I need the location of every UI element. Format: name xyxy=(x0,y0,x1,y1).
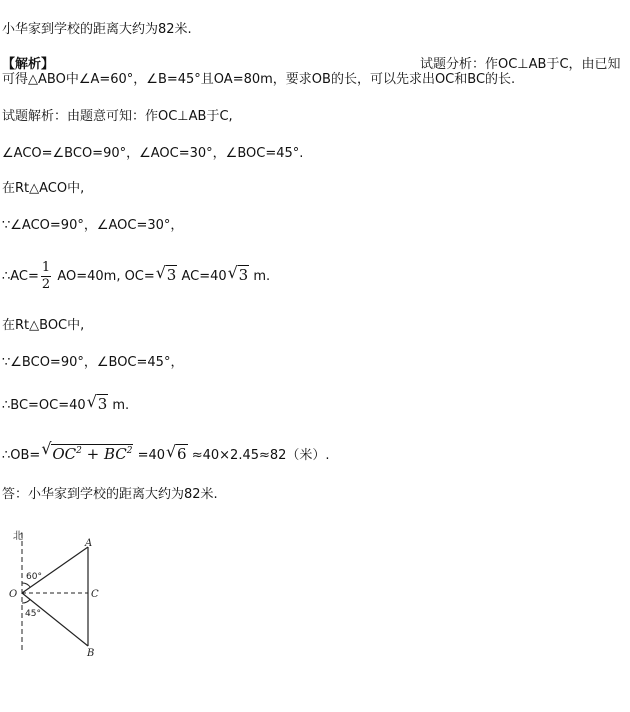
rt-boc-heading: 在Rt△BOC中, xyxy=(2,318,85,333)
sqrt-3-c: √ 3 xyxy=(87,396,109,414)
label-b: B xyxy=(87,648,95,659)
therefore-ob-line xyxy=(2,443,330,464)
segment-oa xyxy=(22,547,88,593)
because-line-2: ∵∠BCO=90°，∠BOC=45°， xyxy=(2,355,184,370)
rt-aco-heading: 在Rt△ACO中, xyxy=(2,181,85,196)
label-o: O xyxy=(9,589,18,600)
solution-intro: 试题解析：由题意可知：作OC⊥AB于C, xyxy=(2,109,233,124)
angle-45-label: 45° xyxy=(25,609,41,619)
answer-top: 小华家到学校的距离大约为82米. xyxy=(2,22,192,37)
sqrt-oc2-bc2: √ $OC^2 + BC^2$ xyxy=(41,443,133,464)
analysis-right: 试题分析：作OC⊥AB于C，由已知 xyxy=(420,57,621,72)
final-answer: 答：小华家到学校的距离大约为82米. xyxy=(2,487,218,502)
segment-ob xyxy=(22,593,88,646)
angle-60-label: 60° xyxy=(26,572,42,582)
because-line-1: ∵∠ACO=90°，∠AOC=30°， xyxy=(2,218,184,233)
ac-mid2: AC=40 xyxy=(177,269,227,284)
label-a: A xyxy=(85,538,93,549)
sqrt-3-b: √ 3 xyxy=(228,258,250,294)
angles-line: ∠ACO=∠BCO=90°，∠AOC=30°，∠BOC=45°. xyxy=(2,146,304,161)
therefore-bc-line xyxy=(2,396,129,414)
ob-prefix: ∴OB= xyxy=(2,448,41,463)
arc-60 xyxy=(22,583,31,588)
bc-suffix: m. xyxy=(108,398,130,413)
arc-45 xyxy=(22,600,30,604)
ac-prefix: ∴AC= xyxy=(2,269,39,284)
ob-mid: =40 xyxy=(133,448,166,463)
sqrt-6: √ 6 xyxy=(166,446,188,464)
ac-mid: AO=40m, OC= xyxy=(53,269,155,284)
one-half-fraction: $\frac{1}{2}$ xyxy=(41,260,51,292)
analysis-line2: 可得△ABO中∠A=60°，∠B=45°且OA=80m，要求OB的长，可以先求出OC和BC的长. xyxy=(2,72,516,87)
analysis-label: 【解析】 xyxy=(2,57,55,72)
geometry-diagram xyxy=(5,525,145,660)
bc-prefix: ∴BC=OC=40 xyxy=(2,398,86,413)
ob-suffix: ≈40×2.45≈82（米）. xyxy=(187,448,330,463)
label-c: C xyxy=(91,589,99,600)
ac-suffix: m. xyxy=(249,269,271,284)
therefore-ac-line xyxy=(2,258,270,294)
north-label: 北 xyxy=(13,531,23,542)
sqrt-3-a: √ 3 xyxy=(156,258,178,294)
